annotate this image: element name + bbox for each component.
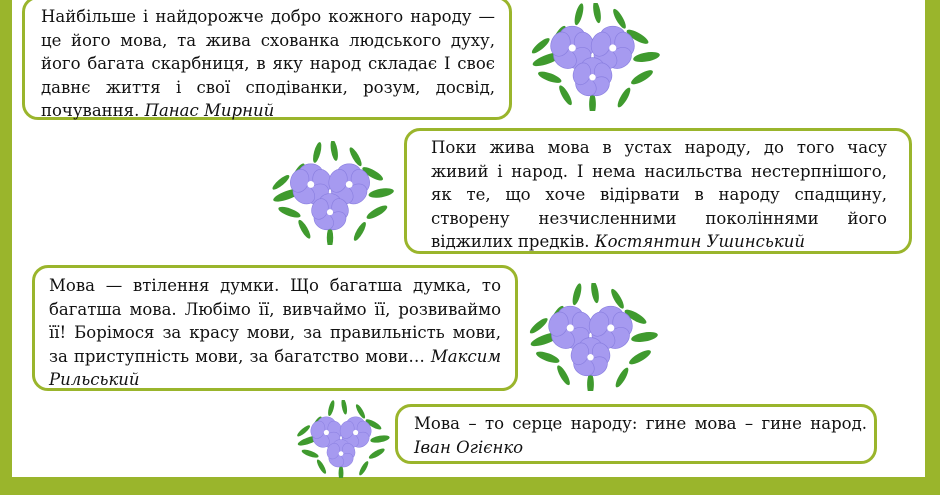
leaf — [327, 400, 336, 417]
leaf — [329, 141, 339, 161]
leaf — [571, 283, 583, 306]
leaf — [573, 3, 585, 26]
quote-author: Максим Рильський — [49, 346, 502, 389]
quote-box-ohiienko — [395, 404, 877, 464]
leaf — [352, 221, 368, 243]
leaf — [613, 366, 630, 389]
quote-text: Мова — втілення думки. Що багатша думка, то багатша мова. Любімо її, вивчаймо її, розвиваймо її! Борімося за красу мови, за правильність мови, за приступність мови, за багатство мови… — [49, 276, 501, 366]
quote-box-mirnyi — [22, 0, 512, 120]
leaf — [370, 434, 390, 444]
leaf — [629, 68, 654, 87]
leaf — [296, 424, 312, 438]
leaf — [277, 205, 302, 220]
quote-text: Найбільше і найдорожче добро кожного народу — це його мова, та жива схованка людського духу, його багата скарбниця, в яку народ складає І своє давнє життя і свої сподіванки, розум, досвід, почування. — [41, 7, 495, 120]
leaf — [358, 460, 370, 477]
leaf — [537, 69, 563, 85]
leaf — [627, 348, 652, 367]
leaf — [535, 349, 561, 365]
leaf — [592, 3, 603, 24]
quote-text: Поки жива мова в устах народу, до того часу живий і народ. І нема насильства нестерпнішого, як те, що хоче відірвати в народу спадщину, створену незчисленними поколіннями його віджилих предків. — [431, 138, 887, 251]
leaf — [271, 173, 291, 192]
leaf — [311, 141, 323, 163]
periwinkle-flower-icon — [523, 283, 658, 391]
leaf — [365, 203, 389, 221]
leaf — [615, 86, 632, 109]
leaf — [590, 283, 601, 304]
leaf — [528, 316, 550, 336]
quote-author: Костянтин Ушинський — [594, 232, 805, 251]
quote-box-ushynskyi — [404, 128, 912, 254]
leaf — [530, 36, 552, 56]
leaf — [301, 448, 320, 459]
quote-text: Мова – то серце народу: гине мова – гине народ. — [414, 414, 867, 433]
periwinkle-flower-icon — [525, 3, 660, 111]
leaf — [368, 447, 386, 461]
leaf — [630, 330, 658, 344]
periwinkle-flower-icon — [290, 400, 392, 478]
leaf — [557, 84, 574, 107]
leaf — [368, 187, 394, 200]
periwinkle-flower-icon — [266, 141, 394, 245]
leaf — [315, 458, 327, 475]
quote-box-rylskyi — [32, 265, 518, 391]
leaf — [296, 218, 312, 240]
quote-author: Панас Мирний — [144, 101, 275, 120]
quote-author: Іван Огієнко — [414, 437, 524, 457]
leaf — [632, 50, 660, 64]
leaf — [340, 400, 348, 415]
leaf — [555, 364, 572, 387]
